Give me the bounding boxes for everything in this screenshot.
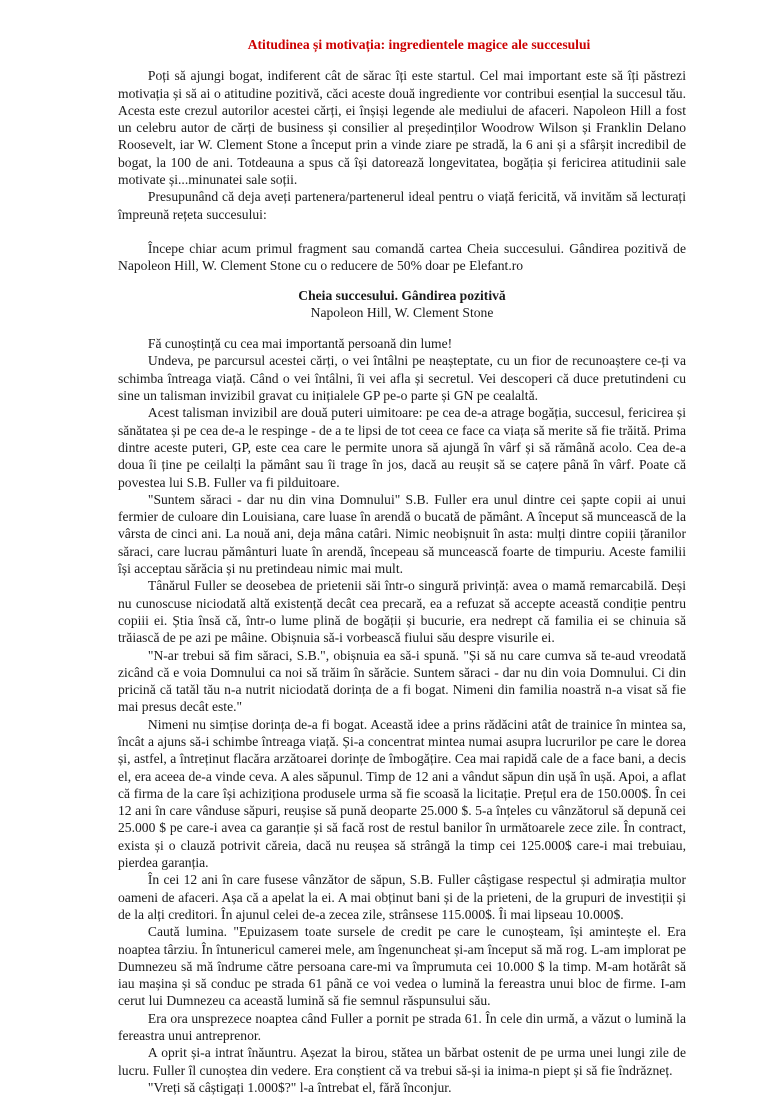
body-paragraph: "Vreți să câștigați 1.000$?" l-a întrebat el, fără înconjur. (147, 1079, 452, 1095)
body-paragraph: Caută lumina. "Epuizasem toate sursele de credit pe care le cunoșteam, își amintește el. Era noaptea târziu. În întunericul camerei mele, am îngenuncheat și-am început să mă rog. L-am implorat pe Dumnezeu să mă îndrume către persoana care-mi va împrumuta cei 10.000 $ la timp. M-am hotărât să iau mașina și să conduc pe strada 61 până ce voi vedea o lumină la fereastra unui bloc de firme. I-am cerut lui Dumnezeu ca această lumină să fie semnul răspunsului său. (118, 924, 686, 1009)
book-title: Cheia succesului. Gândirea pozitivă (298, 287, 506, 303)
intro-paragraph: Presupunând că deja aveți partenera/partenerul ideal pentru o viață fericită, vă invităm să lecturați împreună rețeta succesului: (118, 189, 686, 222)
body-paragraph: "Suntem săraci - dar nu din vina Domnului" S.B. Fuller era unul dintre cei șapte copii ai unui fermier de culoare din Louisiana, care luase în arendă o bucată de pământ. A început să muncească de la vârsta de cinci ani. La nouă ani, deja mâna catâri. Nimic neobișnuit în asta: mulți dintre copiii țăranilor săraci, care lucrau pământuri luate în arendă, începeau să muncească foarte de timpuriu. Aceste familii își acceptau sărăcia și nu pretindeau nimic mai mult. (118, 491, 686, 577)
body-paragraph: Acest talisman invizibil are două puteri uimitoare: pe cea de-a atrage bogăția, succesul, fericirea și sănătatea și pe cea de-a le respinge - de a te lipsi de tot ceea ce face ca viața să merite să fie trăită. Prima dintre aceste puteri, GP, este cea care le permite unora să ajungă în vârf și să rămână acolo. Cea de-a doua îi ține pe ceilalți la pământ sau îi trage în jos, dacă au reușit să se cațere până în vârf. Poate că povestea lui S.B. Fuller va fi pilduitoare. (118, 405, 686, 490)
body-paragraph: "N-ar trebui să fim săraci, S.B.", obișnuia ea să-i spună. "Și să nu care cumva să te-aud vreodată zicând că e voia Domnului ca noi să trăim în sărăcie. Suntem săraci - dar nu din voia Domnului. Ci din pricină că tatăl tău n-a nutrit niciodată dorința de a fi bogat. Nimeni din familia noastră n-a visat să fie mai presus decât este." (118, 647, 686, 715)
body-paragraph: Era ora unsprezece noaptea când Fuller a pornit pe strada 61. În cele din urmă, a văzut o lumină la fereastra unui antreprenor. (118, 1010, 686, 1044)
book-authors: Napoleon Hill, W. Clement Stone (310, 304, 494, 320)
document-title: Atitudinea și motivația: ingredientele magice ale succesului (247, 37, 591, 52)
body-paragraph: A oprit și-a intrat înăuntru. Așezat la birou, stătea un bărbat ostenit de pe urma unei lungi zile de lucru. Fuller îl cunoștea din vedere. Era conștient că va trebui să-și ia inima-n piept și să fie îndrăzneț. (118, 1045, 686, 1078)
body-paragraph: Nimeni nu simțise dorința de-a fi bogat. Această idee a prins rădăcini atât de trainice în mintea sa, încât a ajuns să-i schimbe întreaga viață. Și-a concentrat mintea numai asupra lucrurilor pe care le dorea și, astfel, a întreținut flacăra arzătoarei dorințe de îmbogățire. Cea mai rapidă cale de a face bani, a decis el, era aceea de-a vinde ceva. A ales săpunul. Timp de 12 ani a vândut săpun din ușă în ușă. Apoi, a aflat că firma de la care își achiziționa produsele urma să fie scoasă la licitație. Prețul era de 150.000$. În cei 12 ani în care vânduse săpuri, reușise să pună deoparte 25.000 $. 5-a înțeles cu vânzătorul să depună cei 25.000 $ pe care-i avea ca garanție și să facă rost de restul banilor în următoarele zece zile. În contract, exista și o clauză potrivit căreia, dacă nu reușea să strângă la timp cei 125.000$ care-i mai trebuiau, pierdea garanția. (118, 716, 686, 871)
body-paragraph: În cei 12 ani în care fusese vânzător de săpun, S.B. Fuller câștigase respectul și admirația multor oameni de afaceri. Așa că a apelat la ei. A mai obținut bani și de la prieteni, de la grupuri de investiții și de la alți creditori. În ajunul celei de-a zecea zile, strânsese 115.000$. Îi mai lipseau 10.000$. (118, 872, 686, 922)
spacer (118, 223, 686, 240)
body-paragraph: Tânărul Fuller se deosebea de prietenii săi într-o singură privință: avea o mamă remarcabilă. Deși nu cunoscuse niciodată altă existență decât cea precară, ea a refuzat să accepte această condiție pentru copiii ei. Știa însă că, într-o lume plină de bogății și bucurie, era nedrept că familia ei se chinuia să trăiască de pe azi pe mâine. Obișnuia să-i vorbească fiului său despre visurile ei. (118, 578, 686, 646)
body-paragraph: Fă cunoștință cu cea mai importantă persoană din lume! (147, 336, 453, 352)
intro-paragraph: Poți să ajungi bogat, indiferent cât de sărac îți este startul. Cel mai important este să îți păstrezi motivația și să ai o atitudine pozitivă, căci aceste două ingrediente vor contribui esențial la succesul tău. Acesta este crezul autorilor acestei cărți, ei înșiși legende ale mediului de afaceri. Napoleon Hill a fost un celebru autor de cărți de business și consilier al președinților Woodrow Wilson și Franklin Delano Roosevelt, iar W. Clement Stone a început prin a vinde ziare pe stradă, la 6 ani și a sfârșit incredibil de bogat, la 100 de ani. Totdeauna a spus că își datorează longevitatea, bogăția și fericirea atitudinii sale motivate și...minunatei sale soții. (118, 68, 686, 188)
body-paragraph: Undeva, pe parcursul acestei cărți, o vei întâlni pe neașteptate, cu un fior de recunoaștere ce-ți va schimba întreaga viață. Când o vei întâlni, îi vei afla și secretul. Vei descoperi că duce pretutindeni cu sine un talisman invizibil gravat cu inițialele GP pe-o parte și GN pe cealaltă. (118, 353, 686, 404)
promo-paragraph: Începe chiar acum primul fragment sau comandă cartea Cheia succesului. Gândirea pozitivă de Napoleon Hill, W. Clement Stone cu o reducere de 50% doar pe Elefant.ro (118, 240, 686, 274)
